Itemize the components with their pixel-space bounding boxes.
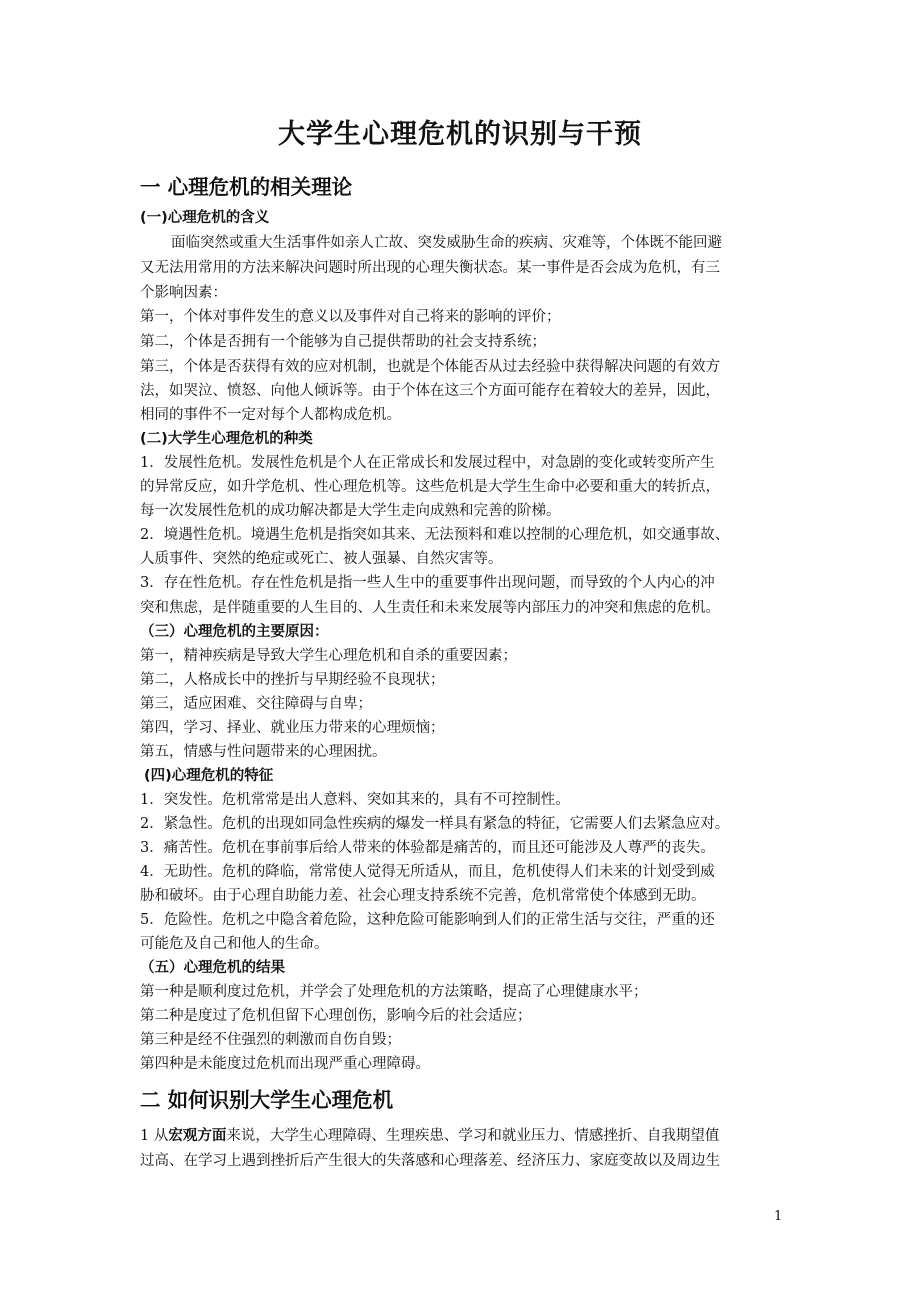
list-item: 第二种是度过了危机但留下心理创伤，影响今后的社会适应； [140, 1008, 532, 1024]
paragraph-line: 胁和破坏。由于心理自助能力差、社会心理支持系统不完善，危机常常使个体感到无助。 [140, 888, 706, 904]
paragraph-line: 过高、在学习上遇到挫折后产生很大的失落感和心理落差、经济压力、家庭变故以及周边生 [140, 1153, 720, 1169]
emphasis-text: 宏观方面 [168, 1128, 227, 1144]
paragraph-line: 面临突然或重大生活事件如亲人亡故、突发威胁生命的疾病、灾难等，个体既不能回避 [171, 235, 722, 251]
section-1-heading: 一 心理危机的相关理论 [140, 175, 353, 199]
paragraph-line: 3．存在性危机。存在性危机是指一些人生中的重要事件出现问题，而导致的个人内心的冲 [140, 575, 715, 591]
paragraph-line: 1．发展性危机。发展性危机是个人在正常成长和发展过程中，对急剧的变化或转变所产生 [140, 455, 715, 471]
paragraph-line: 的异常反应，如升学危机、性心理危机等。这些危机是大学生生命中必要和重大的转折点， [140, 479, 720, 495]
paragraph-line: 5．危险性。危机之中隐含着危险，这种危险可能影响到人们的正常生活与交往，严重的还 [140, 912, 715, 928]
paragraph-line: 又无法用常用的方法来解决问题时所出现的心理失衡状态。某一事件是否会成为危机，有三 [140, 260, 720, 276]
paragraph-line: 每一次发展性危机的成功解决都是大学生走向成熟和完善的阶梯。 [140, 503, 561, 519]
list-item: 第五，情感与性问题带来的心理困扰。 [140, 744, 387, 760]
paragraph-line: 相同的事件不一定对每个人都构成危机。 [140, 407, 401, 423]
paragraph-prefix: 1 从 [140, 1128, 169, 1144]
paragraph-text: 来说，大学生心理障碍、生理疾患、学习和就业压力、情感挫折、自我期望值 [226, 1128, 720, 1144]
list-item: 第四种是未能度过危机而出现严重心理障碍。 [140, 1056, 430, 1072]
paragraph-line: 第一，个体对事件发生的意义以及事件对自己将来的影响的评价； [140, 309, 561, 325]
list-item: 第一，精神疾病是导致大学生心理危机和自杀的重要因素； [140, 648, 517, 664]
paragraph-line: 4．无助性。危机的降临，常常使人觉得无所适从，而且，危机使得人们未来的计划受到威 [140, 864, 715, 880]
paragraph-line: 3．痛苦性。危机在事前事后给人带来的体验都是痛苦的，而且还可能涉及人尊严的丧失。 [140, 840, 715, 856]
list-item: 第二，人格成长中的挫折与早期经验不良现状； [140, 672, 445, 688]
page-number: 1 [774, 1209, 783, 1224]
subsection-5-heading: （五）心理危机的结果 [140, 960, 285, 976]
paragraph-line [140, 1125, 719, 1147]
paragraph-line: 人质事件、突然的绝症或死亡、被人强暴、自然灾害等。 [140, 551, 503, 567]
paragraph-line: 1．突发性。危机常常是出人意料、突如其来的，具有不可控制性。 [140, 792, 570, 808]
paragraph-line: 突和焦虑，是伴随重要的人生目的、人生责任和未来发展等内部压力的冲突和焦虑的危机。 [140, 600, 720, 616]
paragraph-line: 可能危及自己和他人的生命。 [140, 936, 329, 952]
paragraph-line: 法，如哭泣、愤怒、向他人倾诉等。由于个体在这三个方面可能存在着较大的差异，因此， [140, 383, 720, 399]
subsection-2-heading: (二)大学生心理危机的种类 [140, 431, 313, 447]
list-item: 第三，适应困难、交往障碍与自卑； [140, 696, 372, 712]
paragraph-line: 个影响因素： [140, 285, 227, 301]
paragraph-line: 2．境遇性危机。境遇生危机是指突如其来、无法预料和难以控制的心理危机，如交通事故、 [140, 527, 730, 543]
paragraph-line: 第三，个体是否获得有效的应对机制，也就是个体能否从过去经验中获得解决问题的有效方 [140, 359, 720, 375]
paragraph-line: 2．紧急性。危机的出现如同急性疾病的爆发一样具有紧急的特征，它需要人们去紧急应对。 [140, 816, 730, 832]
subsection-3-heading: （三）心理危机的主要原因： [140, 624, 329, 640]
list-item: 第三种是经不住强烈的刺激而自伤自毁； [140, 1032, 401, 1048]
subsection-1-heading: (一)心理危机的含义 [140, 210, 270, 226]
subsection-4-heading: (四)心理危机的特征 [144, 768, 274, 784]
list-item: 第四，学习、择业、就业压力带来的心理烦恼； [140, 720, 445, 736]
paragraph-line: 第二，个体是否拥有一个能够为自己提供帮助的社会支持系统； [140, 334, 546, 350]
list-item: 第一种是顺利度过危机，并学会了处理危机的方法策略，提高了心理健康水平； [140, 984, 648, 1000]
document-title: 大学生心理危机的识别与干预 [278, 119, 642, 150]
section-2-heading: 二 如何识别大学生心理危机 [140, 1088, 394, 1112]
